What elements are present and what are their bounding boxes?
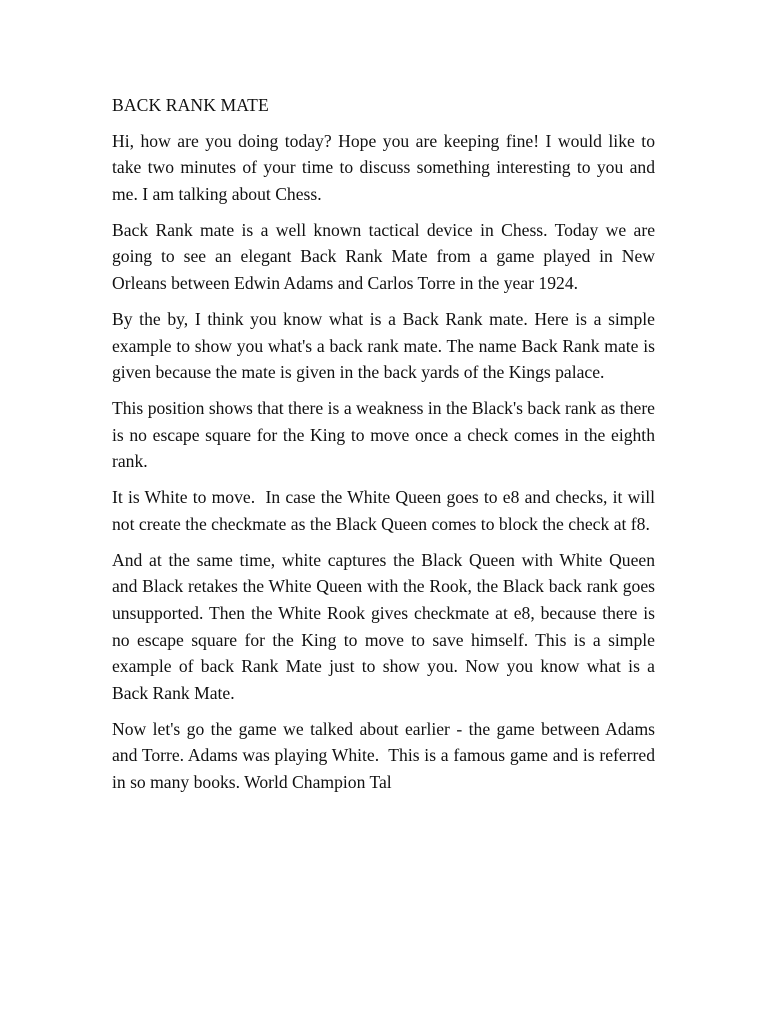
paragraph-white-to-move: It is White to move. In case the White Queen goes to e8 and checks, it will not create the checkmate as the Black Queen comes to block the check at f8.: [112, 487, 660, 534]
paragraph-definition: By the by, I think you know what is a Back Rank mate. Here is a simple example to show you what's a back rank mate. The name Back Rank mate is given because the mate is given in the back yards of the Kings palace.: [112, 308, 660, 383]
paragraph-greeting: Hi, how are you doing today? Hope you are keeping fine! I would like to take two minutes of your time to discuss something interesting to you and me. I am talking about Chess.: [112, 130, 660, 204]
paragraph-example-explanation: And at the same time, white captures the Black Queen with White Queen and Black retakes the White Queen with the Rook, the Black back rank goes unsupported. Then the White Rook gives checkmate at e8, because there is no escape square for the King to move to save himself. This is a simple example of back Rank Mate just to show you. Now you know what is a Back Rank Mate.: [112, 549, 660, 703]
document-body: [112, 92, 660, 805]
document-title: BACK RANK MATE: [112, 95, 269, 115]
paragraph-introduction: Back Rank mate is a well known tactical device in Chess. Today we are going to see an elegant Back Rank Mate from a game played in New Orleans between Edwin Adams and Carlos Torre in the year 1924.: [112, 219, 660, 293]
paragraph-adams-torre-game: Now let's go the game we talked about earlier - the game between Adams and Torre. Adams was playing White. This is a famous game and is referred in so many books. World Champion Tal: [112, 718, 660, 792]
paragraph-position-weakness: This position shows that there is a weakness in the Black's back rank as there is no escape square for the King to move once a check comes in the eighth rank.: [112, 398, 660, 472]
